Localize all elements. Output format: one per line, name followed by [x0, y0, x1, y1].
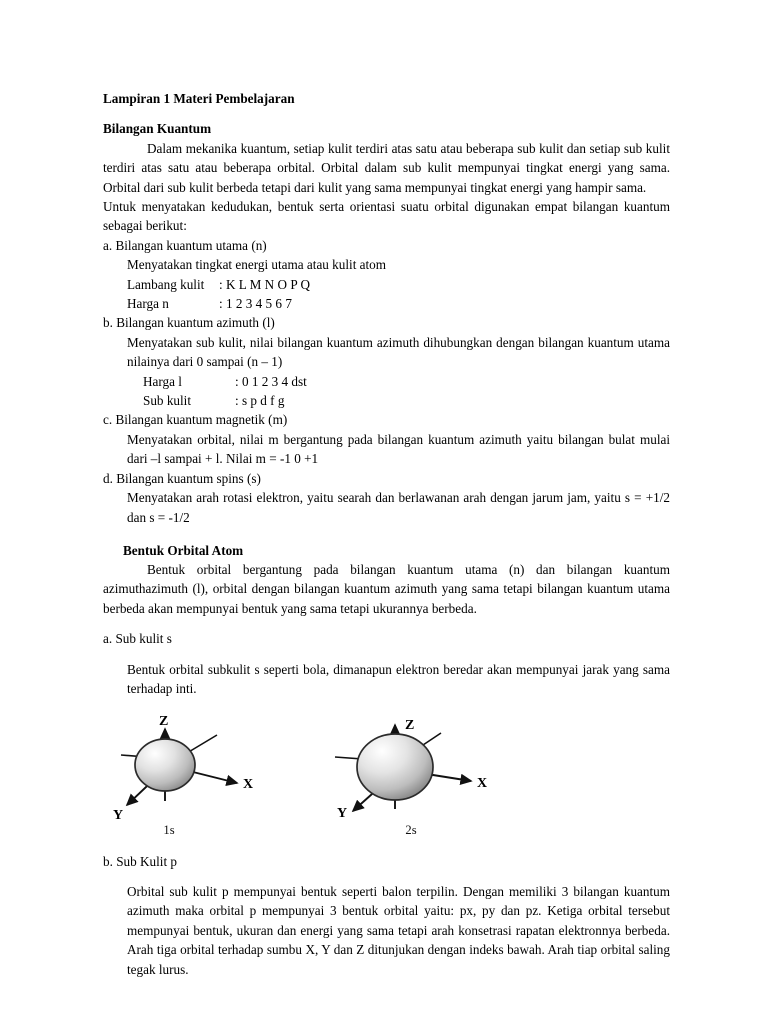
list-item-a-line-1: Menyatakan tingkat energi utama atau kulit atom	[127, 257, 387, 273]
values-harga-l: 0 1 2 3 4 dst	[241, 373, 307, 389]
list-item-b-line-1: Menyatakan sub kulit, nilai bilangan kuantum azimuth dihubungkan dengan bilangan kuantum utama nilainya dari 0 sampai (n – 1)	[127, 334, 670, 370]
section-heading-bentuk-orbital-atom: Bentuk Orbital Atom	[123, 542, 244, 558]
orbital-1s-diagram	[109, 713, 289, 828]
orbital-1s-label-z: Z	[159, 713, 169, 729]
list-item-b-row-1	[103, 372, 670, 391]
label-harga-n: Harga n	[127, 296, 169, 312]
list-item-a-row-1	[103, 275, 670, 294]
orbital-1s-label-y: Y	[113, 807, 124, 823]
sep-sub-kulit: :	[235, 393, 239, 409]
list-item-d-line-1: Menyatakan arah rotasi elektron, yaitu searah dan berlawanan arah dengan jarum jam, yaitu s = +1/2 dan s = -1/2	[127, 490, 670, 525]
section1-paragraph-1: Dalam mekanika kuantum, setiap kulit terdiri atas satu atau beberapa sub kulit dan setiap sub kulit terdiri atas satu atau beberapa orbital. Orbital dalam sub kulit mempunyai tingkat energi yang sama. Orbital dari sub kulit berbeda tetapi dari kulit yang sama mempunyai tingkat energi yang hampir sama.	[103, 140, 670, 195]
label-lambang-kulit: Lambang kulit	[127, 276, 205, 292]
orbital-2s-sphere	[357, 734, 433, 800]
orbital-2s-diagram	[331, 713, 521, 828]
list-item-b-label: b. Bilangan kuantum azimuth (l)	[103, 315, 275, 331]
label-sub-kulit: Sub kulit	[143, 393, 191, 409]
list-item-b-row-2	[103, 391, 670, 410]
subsection-b-paragraph: Orbital sub kulit p mempunyai bentuk seperti balon terpilin. Dengan memiliki 3 bilangan kuantum azimuth maka orbital p mempunyai 3 bentuk orbital yaitu: px, py dan pz. Ketiga orbital tersebut mempunyai bentuk, ukuran dan energi yang sama tetapi arah konsetrasi rapatan elektronnya berbeda. Arah tiga orbital terhadap sumbu X, Y dan Z ditunjukan dengan indeks bawah. Arah tiap orbital saling tegak lurus.	[127, 883, 670, 977]
orbital-2s-caption: 2s	[405, 822, 417, 837]
list-item-c-label: c. Bilangan kuantum magnetik (m)	[103, 412, 288, 428]
orbital-figures	[103, 713, 670, 841]
sep-lambang-kulit: :	[219, 276, 223, 292]
section1-paragraph-2: Untuk menyatakan kedudukan, bentuk serta orientasi suatu orbital digunakan empat bilangan kuantum sebagai berikut:	[103, 199, 670, 234]
values-harga-n: 1 2 3 4 5 6 7	[225, 296, 292, 312]
figure-orbital-1s	[109, 713, 289, 837]
figure-orbital-2s	[331, 713, 521, 837]
document-content	[103, 91, 670, 979]
page-title: Lampiran 1 Materi Pembelajaran	[103, 91, 295, 106]
list-item-d-label: d. Bilangan kuantum spins (s)	[103, 470, 261, 486]
list-item-a-label: a. Bilangan kuantum utama (n)	[103, 237, 267, 253]
sep-harga-n: :	[219, 296, 223, 312]
list-item-a-row-2	[103, 294, 670, 313]
orbital-1s-label-x: X	[243, 776, 254, 792]
values-lambang-kulit: K L M N O P Q	[225, 276, 310, 292]
subsection-a-label: a. Sub kulit s	[103, 631, 172, 647]
subsection-a-paragraph: Bentuk orbital subkulit s seperti bola, dimanapun elektron beredar akan mempunyai jarak yang sama terhadap inti.	[127, 661, 670, 697]
section2-paragraph-1: Bentuk orbital bergantung pada bilangan kuantum utama (n) dan bilangan kuantum azimuthazimuth (l), orbital dengan bilangan kuantum azimuth yang sama tetapi bilangan kuantum utama berbeda akan mempunyai bentuk yang sama tetapi ukurannya berbeda.	[103, 562, 670, 616]
section-heading-bilangan-kuantum: Bilangan Kuantum	[103, 120, 212, 136]
orbital-2s-label-x: X	[477, 775, 488, 791]
orbital-1s-caption: 1s	[163, 822, 175, 837]
orbital-1s-sphere	[135, 739, 195, 791]
list-item-c-line-1: Menyatakan orbital, nilai m bergantung pada bilangan kuantum azimuth yaitu bilangan bulat mulai dari –l sampai + l. Nilai m = -1 0 +1	[127, 431, 670, 467]
orbital-2s-label-z: Z	[405, 717, 415, 733]
subsection-b-label: b. Sub Kulit p	[103, 853, 178, 869]
sep-harga-l: :	[235, 373, 239, 389]
values-sub-kulit: s p d f g	[241, 393, 285, 409]
label-harga-l: Harga l	[143, 373, 182, 389]
orbital-2s-label-y: Y	[337, 805, 348, 821]
